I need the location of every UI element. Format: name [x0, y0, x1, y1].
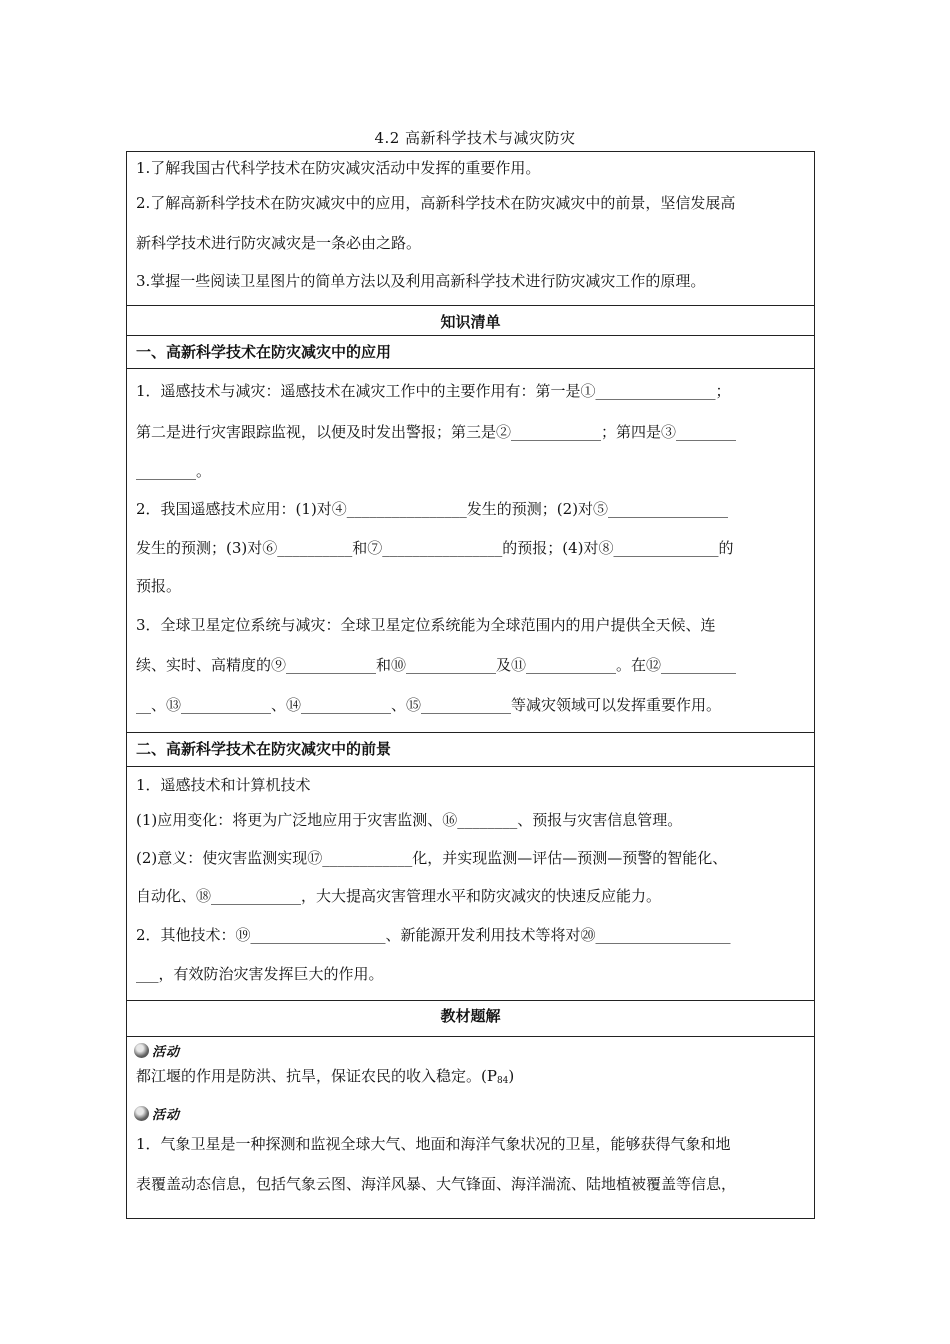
textbook-header-row — [127, 1000, 814, 1025]
fill-blank-line: 3．全球卫星定位系统与减灾：全球卫星定位系统能为全球范围内的用户提供全天候、连 — [136, 616, 716, 634]
activity-badge — [134, 1104, 180, 1122]
worksheet-table — [126, 151, 815, 1219]
activity1-text: 都江堰的作用是防洪、抗旱，保证农民的收入稳定。(P — [136, 1067, 497, 1085]
fill-blank-line: (2)意义：使灾害监测实现⑰____________化，并实现监测—评估—预测—预警的智能化、 — [136, 849, 728, 867]
activity1-close: ) — [508, 1067, 515, 1085]
activity-label: 活动 — [152, 1107, 181, 1123]
section2-body — [127, 766, 814, 983]
page-title: 4.2 高新科学技术与减灾防灾 — [374, 129, 576, 147]
globe-icon — [134, 1106, 149, 1121]
activity1-answer — [136, 1066, 806, 1091]
activity-label: 活动 — [152, 1044, 181, 1060]
textbook-answers — [127, 1036, 814, 1193]
activity-badge — [134, 1041, 180, 1059]
fill-blank-line: 2．其他技术：⑲__________________、新能源开发利用技术等将对⑳__________________ — [136, 926, 731, 944]
textbook-header: 教材题解 — [440, 1007, 501, 1025]
fill-blank-line: ________。 — [136, 462, 212, 480]
objective-line: 2.了解高新科学技术在防灾减灾中的应用，高新科学技术在防灾减灾中的前景，坚信发展高 — [136, 194, 736, 212]
objective-line: 1.了解我国古代科学技术在防灾减灾活动中发挥的重要作用。 — [136, 159, 541, 177]
fill-blank-line: 自动化、⑱____________，大大提高灾害管理水平和防灾减灾的快速反应能力。 — [136, 887, 662, 905]
section2-heading: 二、高新科学技术在防灾减灾中的前景 — [136, 740, 392, 758]
objective-line: 3.掌握一些阅读卫星图片的简单方法以及利用高新科学技术进行防灾减灾工作的原理。 — [136, 272, 706, 290]
activity2-line: 表覆盖动态信息，包括气象云图、海洋风暴、大气锋面、海洋湍流、陆地植被覆盖等信息， — [136, 1175, 737, 1193]
fill-blank-line: 发生的预测；(3)对⑥__________和⑦________________的预报；(4)对⑧______________的 — [136, 539, 734, 557]
knowledge-header-row — [127, 305, 814, 331]
fill-blank-line: __、⑬____________、⑭____________、⑮____________等减灾领域可以发挥重要作用。 — [136, 696, 722, 714]
fill-blank-line: 2．我国遥感技术应用：(1)对④________________发生的预测；(2)对⑤________________ — [136, 500, 729, 518]
globe-icon — [134, 1043, 149, 1058]
section1-heading-row — [127, 335, 814, 361]
fill-blank-line: 第二是进行灾害跟踪监视，以便及时发出警报；第三是②____________；第四是③________ — [136, 423, 737, 441]
section2-heading-row — [127, 732, 814, 758]
fill-blank-line: 1．遥感技术与减灾：遥感技术在减灾工作中的主要作用有：第一是①________________； — [136, 382, 731, 400]
page-subscript: 84 — [496, 1076, 509, 1086]
fill-blank-line: 预报。 — [136, 577, 182, 595]
objective-line: 新科学技术进行防灾减灾是一条必由之路。 — [136, 234, 422, 252]
section1-heading: 一、高新科学技术在防灾减灾中的应用 — [136, 343, 392, 361]
fill-blank-line: ___，有效防治灾害发挥巨大的作用。 — [136, 965, 384, 983]
fill-blank-line: 1．遥感技术和计算机技术 — [136, 776, 311, 794]
activity2-line: 1．气象卫星是一种探测和监视全球大气、地面和海洋气象状况的卫星，能够获得气象和地 — [136, 1135, 731, 1153]
section1-body — [127, 368, 814, 714]
knowledge-header: 知识清单 — [440, 313, 501, 331]
fill-blank-line: 续、实时、高精度的⑨____________和⑩____________及⑪____________。在⑫__________ — [136, 656, 737, 674]
fill-blank-line: (1)应用变化：将更为广泛地应用于灾害监测、⑯________、预报与灾害信息管理。 — [136, 811, 683, 829]
